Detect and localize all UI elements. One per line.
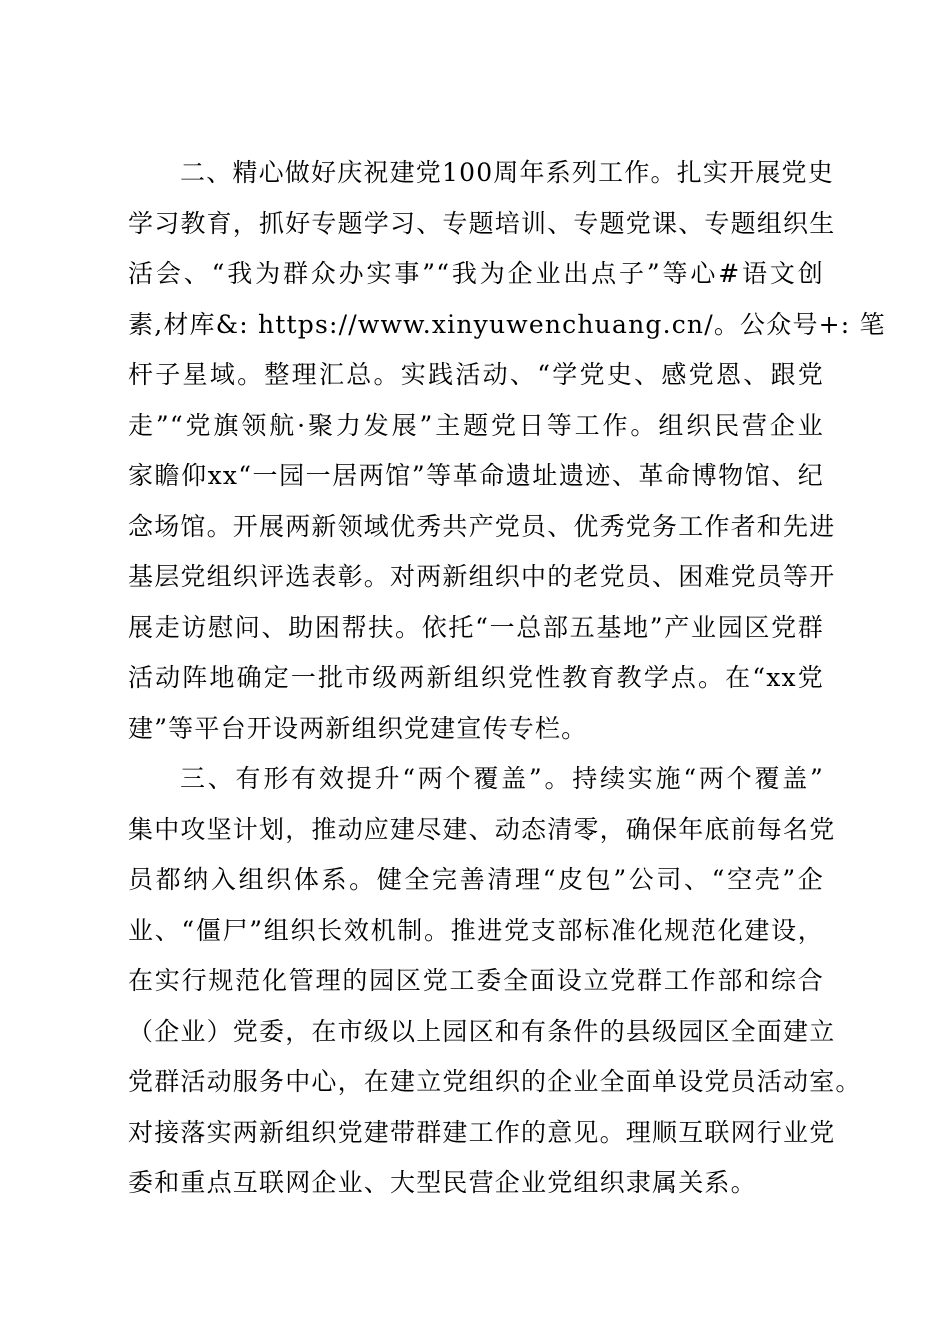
text-line: 建”等平台开设两新组织党建宣传专栏。 (128, 713, 588, 743)
text-line: 员都纳入组织体系。健全完善清理“皮包”公司、“空壳”企 (128, 865, 824, 894)
paragraph-celebration-work (128, 148, 886, 754)
text-line: 在实行规范化管理的园区党工委全面设立党群工作部和综合 (128, 966, 824, 995)
text-line: 党群活动服务中心，在建立党组织的企业全面单设党员活动室。 (128, 1067, 862, 1096)
text-line: （企业）党委，在市级以上园区和有条件的县级园区全面建立 (128, 1016, 836, 1046)
text-line: 基层党组织评选表彰。对两新组织中的老党员、困难党员等开 (128, 562, 836, 591)
text-line: 业、“僵尸”组织长效机制。推进党支部标准化规范化建设， (128, 915, 824, 945)
text-line: 对接落实两新组织党建带群建工作的意见。理顺互联网行业党 (128, 1117, 836, 1147)
paragraph-two-coverages (128, 754, 862, 1209)
text-line: 活会、“我为群众办实事”“我为企业出点子”等心#语文创 (128, 259, 824, 288)
text-line: 学习教育，抓好专题学习、专题培训、专题党课、专题组织生 (128, 208, 836, 238)
text-line: 集中攻坚计划，推动应建尽建、动态清零，确保年底前每名党 (128, 814, 836, 844)
text-line: 家瞻仰xx“一园一居两馆”等革命遗址遗迹、革命博物馆、纪 (128, 461, 824, 490)
text-line: 委和重点互联网企业、大型民营企业党组织隶属关系。 (128, 1168, 757, 1197)
text-line: 二、精心做好庆祝建党100周年系列工作。扎实开展党史 (180, 158, 834, 187)
text-line: 素,材库&: https://www.xinyuwenchuang.cn/。公众号+: 笔 (128, 309, 886, 339)
text-line: 活动阵地确定一批市级两新组织党性教育教学点。在“xx党 (128, 663, 824, 692)
text-line: 念场馆。开展两新领域优秀共产党员、优秀党务工作者和先进 (128, 511, 836, 541)
document-body (128, 148, 886, 1209)
text-line: 杆子星域。整理汇总。实践活动、“学党史、感党恩、跟党 (128, 360, 824, 389)
text-line: 三、有形有效提升“两个覆盖”。持续实施“两个覆盖” (180, 764, 824, 793)
text-line: 走”“党旗领航·聚力发展”主题党日等工作。组织民营企业 (128, 410, 824, 440)
text-line: 展走访慰问、助困帮扶。依托“一总部五基地”产业园区党群 (128, 612, 824, 642)
